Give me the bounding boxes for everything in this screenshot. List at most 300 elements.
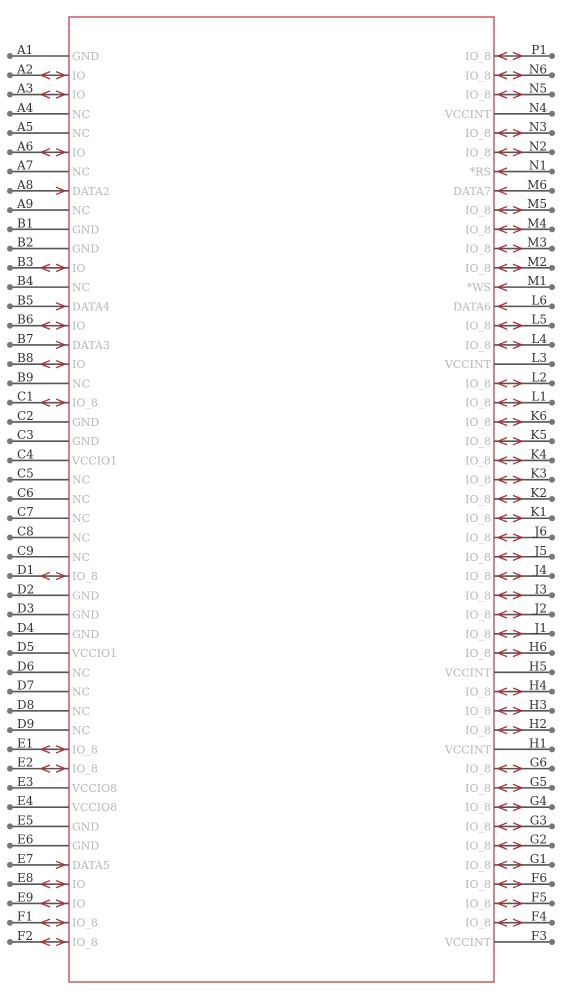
- pin-endpoint[interactable]: [549, 111, 555, 117]
- pin-endpoint[interactable]: [549, 303, 555, 309]
- pin[interactable]: [444, 659, 555, 679]
- pin-endpoint[interactable]: [7, 727, 13, 733]
- pin[interactable]: [444, 736, 555, 756]
- pin[interactable]: [7, 82, 85, 102]
- pin-number: M4: [527, 216, 547, 231]
- pin-endpoint[interactable]: [7, 592, 13, 598]
- pin-number: C1: [17, 389, 34, 404]
- pin[interactable]: [465, 563, 555, 583]
- pin[interactable]: [465, 871, 555, 891]
- pin-endpoint[interactable]: [549, 746, 555, 752]
- pin-name: IO_8: [72, 916, 98, 930]
- pin[interactable]: [465, 582, 555, 602]
- pin-endpoint[interactable]: [7, 746, 13, 752]
- pin-endpoint[interactable]: [549, 708, 555, 714]
- pin[interactable]: [467, 274, 555, 294]
- pin-name: IO_8: [465, 781, 491, 795]
- pin-number: N2: [528, 139, 547, 154]
- pin-endpoint[interactable]: [549, 72, 555, 78]
- pin[interactable]: [7, 525, 90, 545]
- pin[interactable]: [465, 852, 555, 872]
- pin-endpoint[interactable]: [549, 342, 555, 348]
- pin-name: IO: [72, 358, 86, 372]
- pin-endpoint[interactable]: [549, 169, 555, 175]
- pin-number: K2: [530, 485, 547, 500]
- pin[interactable]: [7, 544, 90, 564]
- pin-endpoint[interactable]: [549, 766, 555, 772]
- pin-name: IO_8: [465, 820, 491, 834]
- pin[interactable]: [7, 602, 99, 622]
- pin[interactable]: [7, 794, 117, 814]
- pin-name: IO_8: [465, 146, 491, 160]
- pin-number: K6: [530, 408, 547, 423]
- pin-number: K1: [530, 505, 547, 520]
- pin[interactable]: [7, 756, 98, 776]
- pin-endpoint[interactable]: [7, 457, 13, 463]
- pin-name: IO_8: [465, 550, 491, 564]
- pin[interactable]: [7, 274, 90, 294]
- pin-name: IO_8: [465, 724, 491, 738]
- pin[interactable]: [465, 62, 555, 82]
- pin-number: F3: [531, 928, 547, 943]
- pin-endpoint[interactable]: [7, 477, 13, 483]
- pin-number: K5: [530, 428, 547, 443]
- pin-endpoint[interactable]: [549, 631, 555, 637]
- pin[interactable]: [7, 428, 99, 448]
- pin[interactable]: [453, 178, 555, 198]
- pin-number: L2: [531, 370, 547, 385]
- pin-name: IO_8: [465, 127, 491, 141]
- pin[interactable]: [7, 293, 110, 313]
- pin-endpoint[interactable]: [7, 361, 13, 367]
- pin-endpoint[interactable]: [7, 785, 13, 791]
- pin-number: B8: [17, 351, 34, 366]
- pin-number: G5: [529, 774, 547, 789]
- pin-endpoint[interactable]: [7, 862, 13, 868]
- pin-number: F6: [531, 871, 547, 886]
- pin-name: NC: [72, 531, 91, 545]
- pin-endpoint[interactable]: [549, 785, 555, 791]
- pin-name: IO_8: [465, 223, 491, 237]
- pin[interactable]: [465, 813, 555, 833]
- pin-number: H3: [528, 697, 547, 712]
- pin-endpoint[interactable]: [7, 342, 13, 348]
- pin-name: IO_8: [465, 512, 491, 526]
- pin-name: IO_8: [465, 839, 491, 853]
- pin[interactable]: [7, 833, 99, 853]
- pin[interactable]: [7, 447, 117, 467]
- pin-endpoint[interactable]: [7, 419, 13, 425]
- pin-endpoint[interactable]: [549, 689, 555, 695]
- pin[interactable]: [465, 447, 555, 467]
- pin[interactable]: [465, 486, 555, 506]
- pin[interactable]: [465, 621, 555, 641]
- pin-endpoint[interactable]: [7, 169, 13, 175]
- pin-number: A8: [17, 177, 34, 192]
- pin-endpoint[interactable]: [7, 284, 13, 290]
- pin-number: D6: [17, 659, 35, 674]
- pin-number: C8: [17, 524, 34, 539]
- pin-name: IO_8: [72, 762, 98, 776]
- pin-name: VCCIO8: [72, 801, 118, 815]
- pin[interactable]: [465, 120, 555, 140]
- pin[interactable]: [465, 775, 555, 795]
- pin-endpoint[interactable]: [549, 592, 555, 598]
- pin-name: VCCIO1: [72, 454, 118, 468]
- pin-endpoint[interactable]: [7, 573, 13, 579]
- pin-name: VCCINT: [444, 666, 491, 680]
- pin-endpoint[interactable]: [549, 727, 555, 733]
- pin[interactable]: [7, 351, 85, 371]
- pin-endpoint[interactable]: [549, 457, 555, 463]
- pin[interactable]: [465, 390, 555, 410]
- pin-name: IO: [72, 319, 86, 333]
- pin-number: A7: [17, 158, 34, 173]
- pin[interactable]: [7, 255, 85, 275]
- pin[interactable]: [465, 640, 555, 660]
- pin-endpoint[interactable]: [549, 226, 555, 232]
- pin-endpoint[interactable]: [549, 823, 555, 829]
- pin[interactable]: [7, 582, 99, 602]
- pin-endpoint[interactable]: [549, 669, 555, 675]
- pin[interactable]: [465, 197, 555, 217]
- pin-endpoint[interactable]: [7, 149, 13, 155]
- pin-name: NC: [72, 550, 91, 564]
- pin-number: A2: [17, 62, 34, 77]
- pin-name: IO_8: [465, 319, 491, 333]
- pin-number: K3: [530, 466, 547, 481]
- pin-endpoint[interactable]: [549, 939, 555, 945]
- pin[interactable]: [465, 428, 555, 448]
- pin-endpoint[interactable]: [549, 612, 555, 618]
- pin-name: IO_8: [465, 647, 491, 661]
- pin-endpoint[interactable]: [549, 881, 555, 887]
- pin-number: E8: [17, 871, 34, 886]
- pin-endpoint[interactable]: [549, 535, 555, 541]
- pin-endpoint[interactable]: [7, 380, 13, 386]
- left-pin-column: [7, 43, 117, 949]
- pin-endpoint[interactable]: [549, 650, 555, 656]
- pin-endpoint[interactable]: [7, 650, 13, 656]
- pin[interactable]: [465, 525, 555, 545]
- pin-number: B3: [17, 254, 34, 269]
- pin-number: C7: [17, 505, 34, 520]
- pin[interactable]: [7, 370, 90, 390]
- pin-endpoint[interactable]: [549, 862, 555, 868]
- pin-endpoint[interactable]: [7, 689, 13, 695]
- pin-name: IO_8: [465, 415, 491, 429]
- pin-endpoint[interactable]: [549, 130, 555, 136]
- pin[interactable]: [7, 679, 90, 699]
- pin[interactable]: [465, 833, 555, 853]
- pin-endpoint[interactable]: [549, 400, 555, 406]
- pin-endpoint[interactable]: [549, 380, 555, 386]
- pin-endpoint[interactable]: [7, 900, 13, 906]
- pin-endpoint[interactable]: [549, 900, 555, 906]
- pin-name: NC: [72, 473, 91, 487]
- pin-number: G4: [529, 794, 547, 809]
- pin-endpoint[interactable]: [549, 361, 555, 367]
- pin[interactable]: [444, 351, 555, 371]
- pin[interactable]: [7, 505, 90, 525]
- pin[interactable]: [465, 216, 555, 236]
- pin-number: N3: [528, 120, 547, 135]
- pin-endpoint[interactable]: [7, 53, 13, 59]
- pin-name: IO_8: [465, 897, 491, 911]
- pin-number: C5: [17, 466, 34, 481]
- pin[interactable]: [7, 929, 98, 949]
- pin-endpoint[interactable]: [7, 939, 13, 945]
- pin-number: G3: [529, 813, 547, 828]
- pin-number: A3: [17, 81, 34, 96]
- pin-endpoint[interactable]: [7, 323, 13, 329]
- pin-endpoint[interactable]: [549, 496, 555, 502]
- pin[interactable]: [465, 910, 555, 930]
- pin[interactable]: [7, 159, 90, 179]
- pin-endpoint[interactable]: [7, 188, 13, 194]
- pin-number: J6: [534, 524, 547, 539]
- pin[interactable]: [465, 717, 555, 737]
- pin-endpoint[interactable]: [7, 207, 13, 213]
- pin[interactable]: [465, 505, 555, 525]
- pin[interactable]: [7, 216, 99, 236]
- pin[interactable]: [7, 775, 117, 795]
- pin[interactable]: [7, 698, 90, 718]
- pin-number: L5: [531, 312, 547, 327]
- pin-name: DATA2: [72, 184, 110, 198]
- pin-number: E9: [17, 890, 34, 905]
- pin[interactable]: [465, 409, 555, 429]
- pin-number: B6: [17, 312, 34, 327]
- pin[interactable]: [444, 101, 555, 121]
- pin-name: IO_8: [465, 435, 491, 449]
- pin-endpoint[interactable]: [7, 496, 13, 502]
- pin[interactable]: [7, 871, 85, 891]
- pin-number: H2: [528, 717, 547, 732]
- pin-name: IO_8: [72, 396, 98, 410]
- pin-number: H5: [528, 659, 547, 674]
- pin-endpoint[interactable]: [549, 323, 555, 329]
- pin[interactable]: [7, 621, 99, 641]
- pin-name: VCCINT: [444, 107, 491, 121]
- pin-number: G1: [529, 851, 547, 866]
- pin-name: IO_8: [465, 589, 491, 603]
- pin-endpoint[interactable]: [549, 573, 555, 579]
- pin[interactable]: [7, 120, 90, 140]
- pin-endpoint[interactable]: [7, 92, 13, 98]
- pin[interactable]: [7, 409, 99, 429]
- pin-number: B1: [17, 216, 34, 231]
- pin-name: GND: [72, 608, 100, 622]
- pin[interactable]: [465, 139, 555, 159]
- pin-endpoint[interactable]: [7, 265, 13, 271]
- pin-endpoint[interactable]: [549, 246, 555, 252]
- pin[interactable]: [470, 159, 555, 179]
- pin-name: GND: [72, 820, 100, 834]
- pin-endpoint[interactable]: [549, 843, 555, 849]
- pin-name: IO: [72, 146, 86, 160]
- pin[interactable]: [7, 486, 90, 506]
- pin-number: E4: [17, 794, 34, 809]
- pin-name: GND: [72, 415, 100, 429]
- pin[interactable]: [465, 467, 555, 487]
- pin-number: L6: [531, 293, 547, 308]
- pin[interactable]: [7, 467, 90, 487]
- pin[interactable]: [7, 852, 110, 872]
- pin[interactable]: [7, 178, 110, 198]
- pin-endpoint[interactable]: [549, 419, 555, 425]
- pin[interactable]: [465, 332, 555, 352]
- pin-endpoint[interactable]: [7, 631, 13, 637]
- pin[interactable]: [7, 101, 90, 121]
- pin[interactable]: [465, 679, 555, 699]
- pin-number: D4: [17, 620, 35, 635]
- pin-name: VCCINT: [444, 743, 491, 757]
- pin-endpoint[interactable]: [7, 111, 13, 117]
- pin-name: NC: [72, 685, 91, 699]
- pin-number: A9: [17, 197, 34, 212]
- pin[interactable]: [465, 698, 555, 718]
- pin-number: J1: [534, 620, 547, 635]
- pin[interactable]: [453, 293, 555, 313]
- pin-endpoint[interactable]: [7, 400, 13, 406]
- pin[interactable]: [465, 236, 555, 256]
- pin[interactable]: [465, 43, 555, 63]
- pin-endpoint[interactable]: [7, 554, 13, 560]
- pin-name: IO_8: [465, 88, 491, 102]
- pin-number: N6: [528, 62, 547, 77]
- pin-endpoint[interactable]: [7, 804, 13, 810]
- pin-endpoint[interactable]: [549, 53, 555, 59]
- pin[interactable]: [465, 602, 555, 622]
- pin[interactable]: [7, 640, 117, 660]
- pin-number: B5: [17, 293, 34, 308]
- pin-endpoint[interactable]: [549, 515, 555, 521]
- pin-name: *RS: [469, 165, 491, 179]
- pin-endpoint[interactable]: [7, 823, 13, 829]
- pin-endpoint[interactable]: [7, 438, 13, 444]
- pin-number: H1: [528, 736, 547, 751]
- pin-name: DATA4: [72, 300, 110, 314]
- pin-number: L1: [531, 389, 547, 404]
- pin-number: M3: [527, 235, 547, 250]
- pin-endpoint[interactable]: [549, 554, 555, 560]
- pin[interactable]: [7, 62, 85, 82]
- pin-number: A4: [17, 100, 34, 115]
- pin[interactable]: [7, 910, 98, 930]
- pin[interactable]: [465, 756, 555, 776]
- pin-name: NC: [72, 512, 91, 526]
- pin-endpoint[interactable]: [7, 881, 13, 887]
- pin-endpoint[interactable]: [7, 246, 13, 252]
- pin-endpoint[interactable]: [549, 920, 555, 926]
- pin[interactable]: [7, 890, 85, 910]
- pin-number: D1: [17, 563, 35, 578]
- pin-name: NC: [72, 127, 91, 141]
- pin[interactable]: [465, 82, 555, 102]
- pin-number: F1: [17, 909, 33, 924]
- pin[interactable]: [7, 659, 90, 679]
- pin-name: GND: [72, 435, 100, 449]
- pin[interactable]: [444, 929, 555, 949]
- pin-number: M2: [527, 254, 547, 269]
- pin[interactable]: [7, 332, 110, 352]
- pin-number: E2: [17, 755, 34, 770]
- pin-name: GND: [72, 223, 100, 237]
- pin-endpoint[interactable]: [7, 612, 13, 618]
- pin-endpoint[interactable]: [7, 535, 13, 541]
- pin[interactable]: [7, 139, 85, 159]
- pin-endpoint[interactable]: [7, 72, 13, 78]
- pin-endpoint[interactable]: [549, 188, 555, 194]
- pin[interactable]: [7, 390, 98, 410]
- pin[interactable]: [465, 255, 555, 275]
- pin-number: L4: [531, 331, 547, 346]
- pin[interactable]: [465, 313, 555, 333]
- pin-name: IO_8: [465, 762, 491, 776]
- pin-name: IO_8: [465, 608, 491, 622]
- pin-endpoint[interactable]: [549, 207, 555, 213]
- pin[interactable]: [7, 197, 90, 217]
- pin-name: IO_8: [72, 743, 98, 757]
- pin-endpoint[interactable]: [549, 477, 555, 483]
- pin-number: B2: [17, 235, 34, 250]
- pin-endpoint[interactable]: [549, 149, 555, 155]
- pin-number: C9: [17, 543, 34, 558]
- pin-number: B7: [17, 331, 34, 346]
- pin-number: B4: [17, 274, 34, 289]
- pin[interactable]: [7, 736, 98, 756]
- pin-number: E3: [17, 774, 34, 789]
- pin-name: NC: [72, 107, 91, 121]
- pin-number: N1: [528, 158, 547, 173]
- pin-number: M6: [527, 177, 547, 192]
- pin[interactable]: [7, 813, 99, 833]
- pin-name: NC: [72, 666, 91, 680]
- pin[interactable]: [465, 794, 555, 814]
- pin-endpoint[interactable]: [7, 515, 13, 521]
- pin-number: A5: [17, 120, 34, 135]
- pin[interactable]: [7, 717, 90, 737]
- pin[interactable]: [465, 544, 555, 564]
- pin-number: A6: [17, 139, 34, 154]
- pin-endpoint[interactable]: [7, 669, 13, 675]
- pin-endpoint[interactable]: [7, 766, 13, 772]
- pin-endpoint[interactable]: [549, 284, 555, 290]
- pin-endpoint[interactable]: [7, 130, 13, 136]
- pin[interactable]: [7, 563, 98, 583]
- pin-endpoint[interactable]: [549, 265, 555, 271]
- pin-name: NC: [72, 377, 91, 391]
- pin[interactable]: [465, 890, 555, 910]
- pin-endpoint[interactable]: [7, 708, 13, 714]
- pin-name: IO_8: [465, 801, 491, 815]
- pin[interactable]: [7, 313, 85, 333]
- pin-endpoint[interactable]: [7, 303, 13, 309]
- pin-number: C3: [17, 428, 34, 443]
- pin-name: DATA3: [72, 338, 110, 352]
- pin-endpoint[interactable]: [549, 804, 555, 810]
- pin-endpoint[interactable]: [7, 843, 13, 849]
- pin-endpoint[interactable]: [549, 92, 555, 98]
- pin[interactable]: [465, 370, 555, 390]
- pin[interactable]: [7, 236, 99, 256]
- pin[interactable]: [7, 43, 99, 63]
- pin-endpoint[interactable]: [7, 226, 13, 232]
- pin-endpoint[interactable]: [549, 438, 555, 444]
- pin-number: H6: [528, 640, 547, 655]
- pin-endpoint[interactable]: [7, 920, 13, 926]
